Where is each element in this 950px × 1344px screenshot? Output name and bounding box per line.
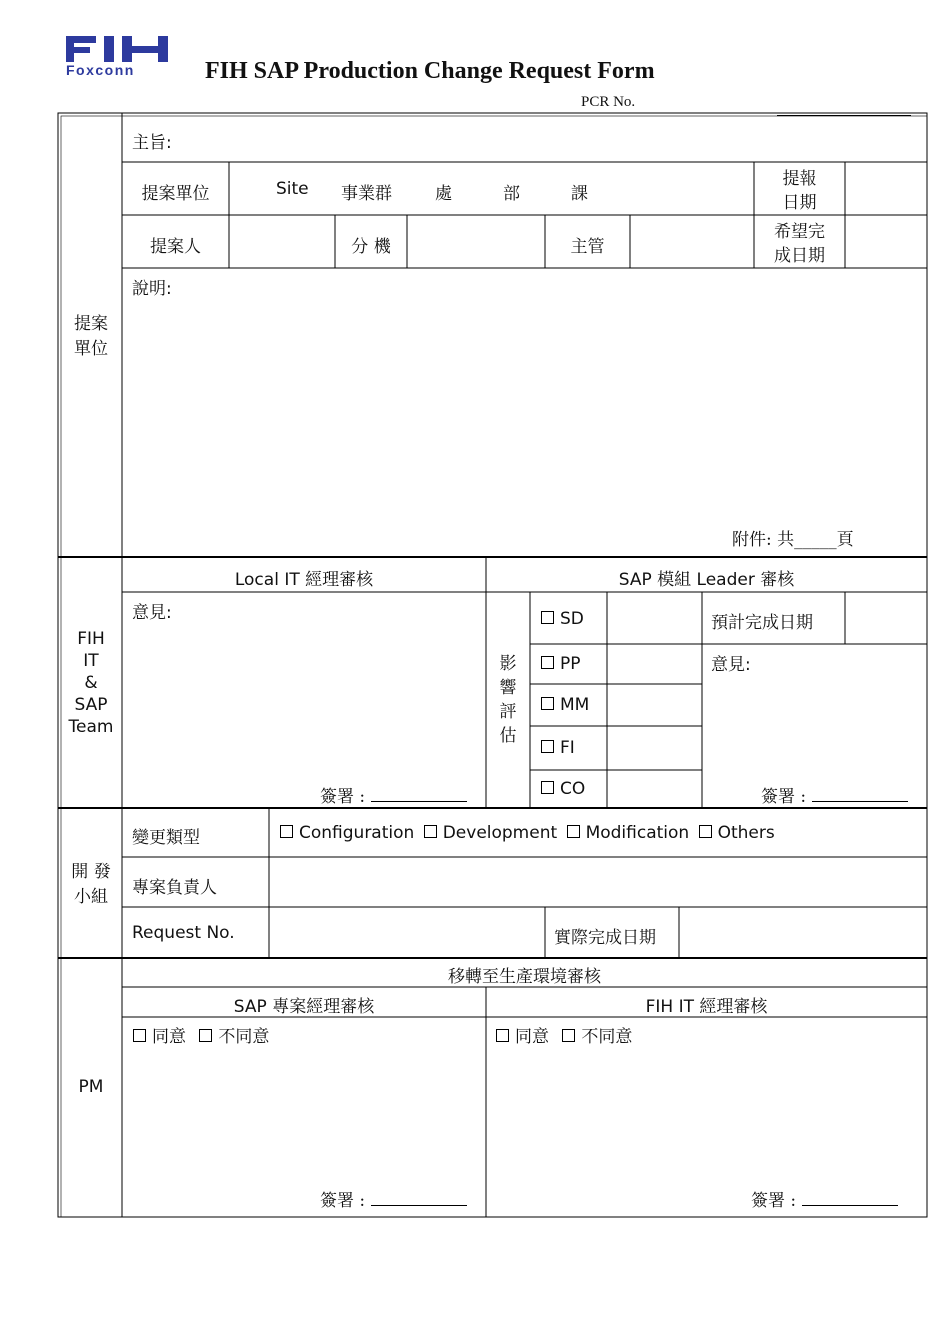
sap-leader-opinion-field[interactable] <box>711 674 921 774</box>
unit-section: 課 <box>571 184 588 204</box>
agree-label: 同意 <box>152 1027 186 1047</box>
expected-date-label: 希望完 成日期 <box>774 222 825 266</box>
module-co-label: CO <box>560 779 586 799</box>
change-type-options <box>280 823 775 843</box>
option-label: Development <box>442 823 558 843</box>
checkbox-icon <box>541 697 554 710</box>
change-type-configuration[interactable] <box>280 823 414 843</box>
option-label: Configuration <box>299 823 415 843</box>
module-pp-checkbox[interactable] <box>541 654 581 674</box>
extension-label: 分 機 <box>351 237 391 257</box>
disagree-label: 不同意 <box>218 1027 270 1047</box>
module-mm-checkbox[interactable] <box>541 695 589 715</box>
disagree-label: 不同意 <box>581 1027 633 1047</box>
change-type-modification[interactable] <box>567 823 690 843</box>
checkbox-icon <box>541 656 554 669</box>
sap-pm-header: SAP 專案經理審核 <box>233 997 375 1017</box>
checkbox-icon <box>699 825 712 838</box>
module-mm-label: MM <box>560 695 590 715</box>
unit-department: 部 <box>503 184 520 204</box>
signature-line <box>371 1205 467 1206</box>
local-it-header: Local IT 經理審核 <box>234 570 374 590</box>
proposer-label: 提案人 <box>150 237 201 257</box>
module-fi-checkbox[interactable] <box>541 738 575 758</box>
fih-it-approval-options <box>496 1022 632 1047</box>
unit-division: 處 <box>435 184 452 204</box>
it-team-section-label: FIH IT & SAP Team <box>68 629 114 737</box>
change-type-development[interactable] <box>424 823 557 843</box>
checkbox-icon <box>541 781 554 794</box>
subject-label: 主旨: <box>132 133 172 153</box>
migration-header: 移轉至生產環境審核 <box>448 967 601 987</box>
signature-label: 簽署 : <box>751 1191 797 1211</box>
module-co-checkbox[interactable] <box>541 779 585 799</box>
checkbox-icon <box>567 825 580 838</box>
fih-it-disagree-checkbox[interactable] <box>562 1027 632 1047</box>
fih-it-agree-checkbox[interactable] <box>496 1027 549 1047</box>
attachment-pages[interactable]: 附件: 共_____頁 <box>732 530 854 550</box>
dev-group-section-label: 開 發 小組 <box>71 862 111 907</box>
proposal-section-label: 提案 單位 <box>74 314 108 359</box>
actual-date-field[interactable] <box>680 908 926 957</box>
request-no-field[interactable] <box>270 908 544 957</box>
sap-pm-agree-checkbox[interactable] <box>133 1027 186 1047</box>
module-pp-label: PP <box>560 654 581 674</box>
report-date-label: 提報 日期 <box>782 169 817 213</box>
signature-line <box>802 1205 898 1206</box>
sap-leader-opinion-label: 意見: <box>711 655 751 675</box>
unit-bg: 事業群 <box>341 184 392 204</box>
project-owner-field[interactable] <box>270 858 926 906</box>
signature-line <box>371 801 467 802</box>
project-owner-label: 專案負責人 <box>132 878 217 898</box>
report-date-field[interactable] <box>846 163 926 214</box>
change-type-label: 變更類型 <box>132 828 200 848</box>
description-field[interactable] <box>132 300 922 520</box>
sap-pm-approval-options <box>133 1022 269 1047</box>
supervisor-label: 主管 <box>570 237 605 257</box>
signature-line <box>812 801 908 802</box>
checkbox-icon <box>562 1029 575 1042</box>
signature-label: 簽署 : <box>320 787 366 807</box>
description-label: 說明: <box>132 279 172 299</box>
request-no-label: Request No. <box>132 923 235 943</box>
logo-subtext: Foxconn <box>66 62 135 78</box>
option-label: Modification <box>585 823 690 843</box>
sap-pm-disagree-checkbox[interactable] <box>199 1027 269 1047</box>
extension-field[interactable] <box>408 216 544 267</box>
pm-section-label: PM <box>78 1077 104 1097</box>
checkbox-icon <box>541 740 554 753</box>
local-it-signature[interactable] <box>320 782 467 807</box>
proposer-field[interactable] <box>230 216 334 267</box>
planned-date-field[interactable] <box>846 593 926 643</box>
unit-site: Site <box>276 179 309 199</box>
module-sd-checkbox[interactable] <box>541 609 584 629</box>
impact-assessment-label: 影 響 評 估 <box>499 654 517 746</box>
local-it-opinion-label: 意見: <box>132 603 172 623</box>
unit-label: 提案單位 <box>141 184 210 204</box>
checkbox-icon <box>133 1029 146 1042</box>
pcr-label: PCR No. <box>581 94 636 110</box>
sap-leader-signature[interactable] <box>761 782 908 807</box>
signature-label: 簽署 : <box>320 1191 366 1211</box>
supervisor-field[interactable] <box>631 216 753 267</box>
module-sd-label: SD <box>560 609 584 629</box>
form-title: FIH SAP Production Change Request Form <box>205 58 655 84</box>
fih-it-header: FIH IT 經理審核 <box>645 997 768 1017</box>
expected-date-field[interactable] <box>846 216 926 267</box>
checkbox-icon <box>424 825 437 838</box>
change-type-others[interactable] <box>699 823 775 843</box>
module-fi-label: FI <box>560 738 575 758</box>
agree-label: 同意 <box>515 1027 549 1047</box>
fih-it-signature[interactable] <box>751 1186 898 1211</box>
planned-date-label: 預計完成日期 <box>711 613 813 633</box>
checkbox-icon <box>496 1029 509 1042</box>
sap-pm-signature[interactable] <box>320 1186 467 1211</box>
subject-field[interactable] <box>190 120 920 158</box>
checkbox-icon <box>541 611 554 624</box>
checkbox-icon <box>199 1029 212 1042</box>
signature-label: 簽署 : <box>761 787 807 807</box>
checkbox-icon <box>280 825 293 838</box>
actual-date-label: 實際完成日期 <box>554 928 656 948</box>
option-label: Others <box>717 823 775 843</box>
sap-leader-header: SAP 模組 Leader 審核 <box>618 570 795 590</box>
local-it-opinion-field[interactable] <box>132 622 477 772</box>
